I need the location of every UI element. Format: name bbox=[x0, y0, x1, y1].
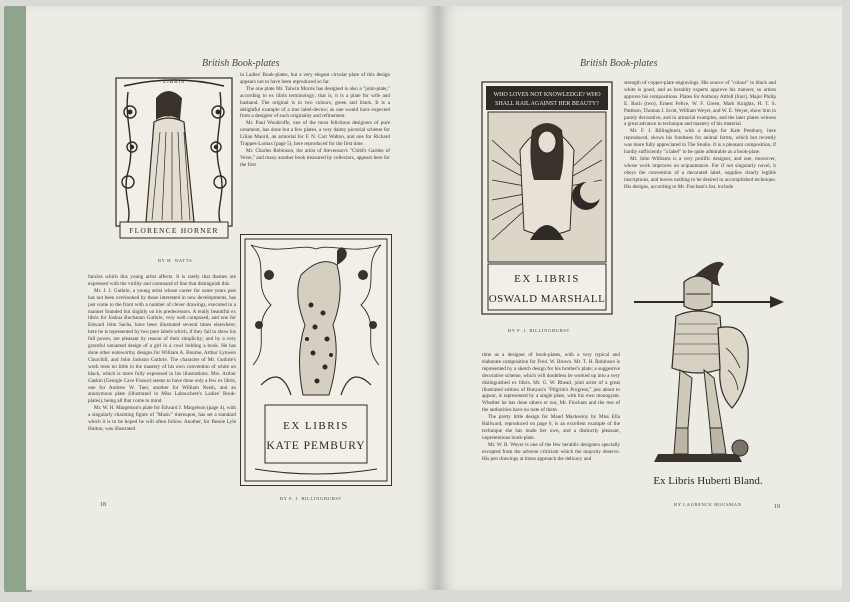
para: in Ladies' Book-plates, but a very elegant circular plate of this design appears not to have been reproduced so far. bbox=[240, 72, 390, 85]
para: Mr. Charles Robinson, the artist of Stevenson's "Child's Garden of Verse," and many another book treasured by collectors, appears here for the first bbox=[240, 147, 390, 168]
marshall-motto-2: SHALL RAIL AGAINST HER BEAUTY? bbox=[495, 101, 599, 107]
bookplate-florence-horner bbox=[110, 72, 238, 242]
bookplate-oswald-marshall-art bbox=[480, 80, 614, 316]
marshall-line1: EX LIBRIS bbox=[514, 273, 580, 285]
right-col-top-text bbox=[624, 80, 776, 191]
left-col-bottom-text bbox=[88, 274, 236, 433]
left-page bbox=[26, 6, 438, 590]
running-head-right: British Book-plates bbox=[580, 58, 658, 69]
bookplate-florence-horner-art bbox=[110, 72, 238, 242]
right-col-bottom-text bbox=[482, 352, 620, 463]
para: strength of copper-plate engravings. His source of "colour" in black and white is good, and as heraldry experts approve his manner, so artists approve his compositions. Plates for Anthony Attloll (four), Major Philip E. Bach (two), Ernest Felice, W. F. Green, Mark Knights, H. T. S. Pattison, Thomas J. Scott, William Weyer, and W. E. Weyer, show him in purely decorative, and in armorial examples, and the later plates witness a great advance in technique and mastery of his material. bbox=[624, 80, 776, 128]
para: Mr. John Williams is a very prolific designer, and one, moreover, whose work improves on acquaintance. For if not singularly novel, it obeys the convention of a decorated label, supplies clearly legible inscriptions, and leaves nothing to be desired in accomplished technique. His designs, according to Mr. Fincham's list, include bbox=[624, 155, 776, 190]
kate-pembury-line1: EX LIBRIS bbox=[283, 420, 349, 432]
bookplate-huberti-bland bbox=[628, 258, 788, 494]
para: Mr. Paul Woodroffe, one of the most felicitous designers of pure ornament, has done but a few plates, a very dainty pictorial scheme for Lilian Mauril, an armorial for F. N. Carr Walton, and one for Richard Trappes-Lomax (page 5), here reproduced for the first time. bbox=[240, 120, 390, 148]
marshall-line2: OSWALD MARSHALL bbox=[488, 293, 606, 305]
folio-right: 19 bbox=[774, 504, 780, 510]
left-col-top-text bbox=[240, 72, 390, 169]
right-page bbox=[438, 6, 842, 590]
bookplate-oswald-marshall bbox=[480, 80, 614, 316]
para: The pretty little design for Maud Mackesloy by Miss Ella Hallward, reproduced on page 6, is an excellent example of the technique she has made her own, and a distinctly pleasant, unpretentious book-plate. bbox=[482, 414, 620, 441]
para: fancies which this young artist affects. It is rarely that themes are expressed with the virility and command of line that distinguish this. bbox=[88, 274, 236, 287]
caption-watts: BY H. WATTS bbox=[158, 258, 193, 263]
marshall-motto-1: WHO LOVES NOT KNOWLEDGE? WHO bbox=[493, 92, 601, 98]
bland-legend: Ex Libris Huberti Bland. bbox=[653, 475, 763, 487]
para: The one plate Mr. Talwin Morris has designed is also a "joint-plate," according to ex libris terminology; that is, it is a plate for wife and husband. The original is in two colours, green and black. It is a delightful example of a true label-device; as one would have expected from a designer of such originality and refinement. bbox=[240, 85, 390, 120]
caption-billinghurst-left: BY F. J. BILLINGHURST bbox=[280, 496, 342, 501]
running-head-left: British Book-plates bbox=[202, 58, 280, 69]
caption-billinghurst-right: BY F. J. BILLINGHURST bbox=[508, 328, 570, 333]
caption-housman: BY LAURENCE HOUSMAN bbox=[674, 502, 742, 507]
kate-pembury-line2: KATE PEMBURY bbox=[266, 440, 366, 452]
para: Mr. W. R. Weyer is one of the few heraldic designers specially excepted from the adverse criticism which the majority deserve. His pen drawings at times approach the delicacy and bbox=[482, 441, 620, 462]
para: Mr. J. J. Guthrie, a young artist whose career for some years past has not been overlooked by those interested in new developments, has just come to the front with a number of clever drawings, executed in a manner founded but slightly on his predecessors. A really beautiful ex libris for Joshua Buchanan Guthrie, very well composed, and one for Edward John Sachs, have been illustrated several times elsewhere; here he is represented by two pure labels which, if they fail to show his full power, are pleasant by reason of their simplicity; and by a very graceful unnamed design of a girl in a cowl holding a book. He has done other noteworthy designs for William A. Bourne, Arthur Lynwen Churchill, and John Jackson Guthrie. The character of Mr. Guthrie's work rests no little in the mastery of his own convention of white on black, which is more fully expressed in his illustrations. Mrs. Arthur Gaskin (Georgie Cave France) seems to have done only a few ex libris, one for Andrew W. Tuer, another for William Neish, and an anonymous plate (illustrated in Miss Labouchere's Ladies' Book-plates), being all that come to mind. bbox=[88, 287, 236, 405]
florence-horner-top-letters: LIBRIS bbox=[163, 80, 185, 85]
folio-left: 18 bbox=[100, 502, 106, 508]
para: time as a designer of book-plates, with a very typical and elaborate composition for Fred. W. Brown. Mr. T. H. Robinson is represented by a sketch design for his brother's plate; a suggestive decorative scheme, which will doubtless be worked up into a very distinguished ex libris. Mr. G. W. Rhead, joint artist of a great illustrated edition of Bunyan's "Pilgrim's Progress," just about to appear, is represented by a single plate, with his own monogram. Whether he has done others or not, Mr. Fincham and the rest of the authorities have no note of them. bbox=[482, 352, 620, 414]
bookplate-kate-pembury-art bbox=[241, 235, 391, 485]
florence-horner-banner: FLORENCE HORNER bbox=[129, 226, 219, 235]
para: Mr. W. H. Margetson's plate for Edward J. Margetson (page 4), with a singularly charming figure of "Music" thereupon, has set a standard which it is to be hoped he will often follow. Another, for Bessie Lyle Hutton, was illustrated bbox=[88, 405, 236, 432]
bookplate-huberti-bland-art bbox=[628, 258, 788, 494]
para: Mr. F. J. Billinghurst, with a design for Kate Pembury, here reproduced, shows his fondness for animal forms, which but recently was more fully appreciated in The Studio. It is a pleasant composition, if hardly sufficiently "a label" to be quite admirable as a book-plate. bbox=[624, 128, 776, 156]
bookplate-kate-pembury bbox=[240, 234, 392, 486]
